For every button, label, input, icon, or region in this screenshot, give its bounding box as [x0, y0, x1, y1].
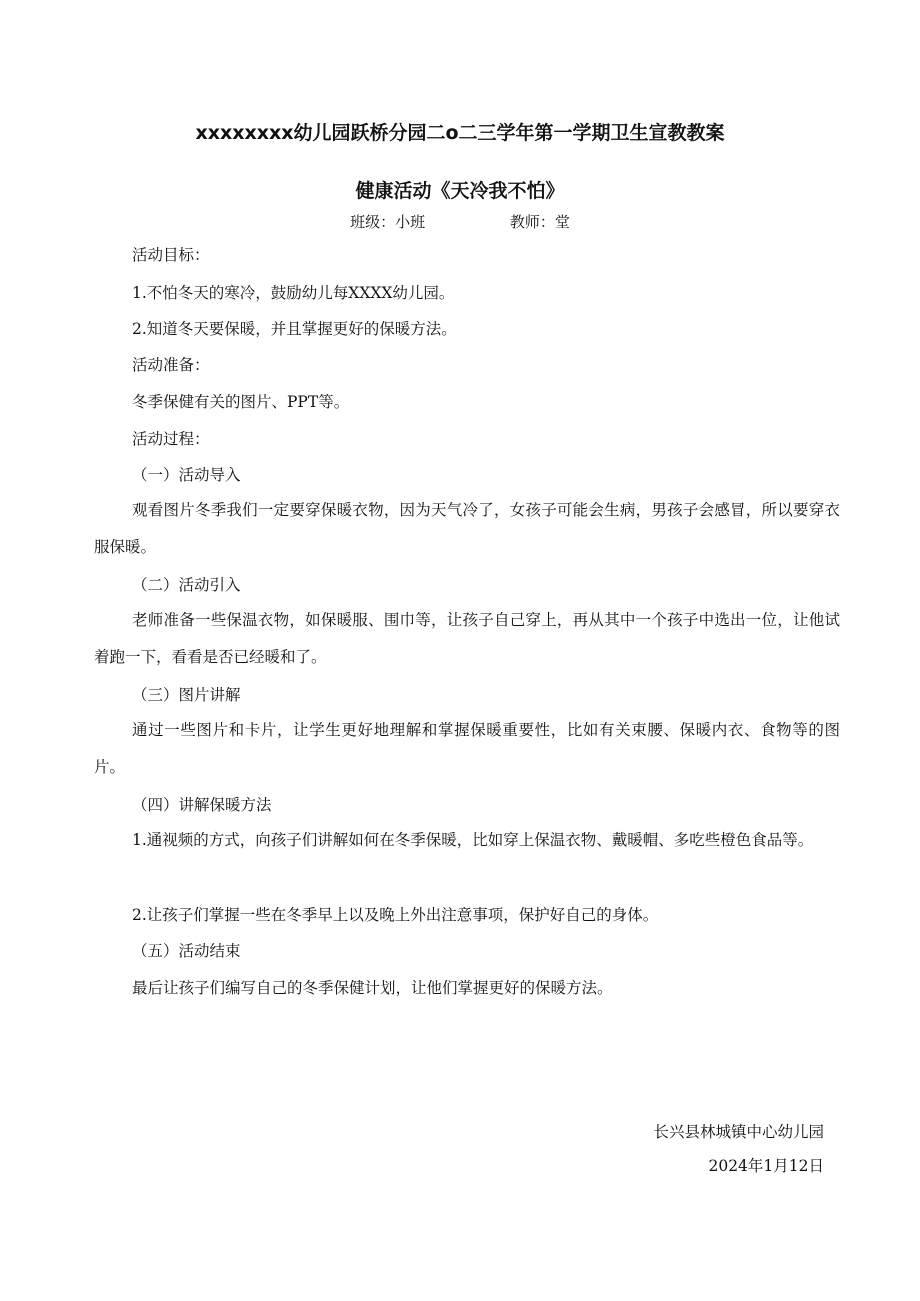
step4-item-2: 2.让孩子们掌握一些在冬季早上以及晚上外出注意事项，保护好自己的身体。	[132, 906, 659, 924]
step3-heading: （三）图片讲解	[132, 686, 241, 704]
class-teacher-line	[0, 211, 920, 232]
activity-title: 健康活动《天冷我不怕》	[355, 180, 565, 202]
signature-org: 长兴县林城镇中心幼儿园	[653, 1123, 824, 1141]
step2-heading: （二）活动引入	[132, 576, 241, 594]
step1-heading: （一）活动导入	[132, 466, 241, 484]
prep-text: 冬季保健有关的图片、PPT等。	[132, 393, 350, 411]
goal-item-1: 1.不怕冬天的寒冷，鼓励幼儿每XXXX幼儿园。	[132, 284, 455, 302]
goal-item-2: 2.知道冬天要保暖，并且掌握更好的保暖方法。	[132, 320, 457, 338]
goals-heading: 活动目标：	[132, 246, 210, 264]
step1-text: 观看图片冬季我们一定要穿保暖衣物，因为天气冷了，女孩子可能会生病，男孩子会感冒，所以要穿衣服保暖。	[94, 501, 840, 556]
step5-text: 最后让孩子们编写自己的冬季保健计划，让他们掌握更好的保暖方法。	[132, 979, 613, 997]
signature-date: 2024年1月12日	[708, 1157, 824, 1175]
step5-heading: （五）活动结束	[132, 942, 241, 960]
step2-text: 老师准备一些保温衣物，如保暖服、围巾等，让孩子自己穿上，再从其中一个孩子中选出一位，让他试着跑一下，看看是否已经暖和了。	[94, 611, 840, 666]
teacher-label: 教师：堂	[509, 213, 570, 231]
prep-heading: 活动准备：	[132, 356, 210, 374]
class-label: 班级：小班	[350, 213, 426, 231]
step4-heading: （四）讲解保暖方法	[132, 796, 272, 814]
process-heading: 活动过程：	[132, 430, 210, 448]
step3-text: 通过一些图片和卡片，让学生更好地理解和掌握保暖重要性，比如有关束腰、保暖内衣、食物等的图片。	[94, 721, 840, 776]
step4-item-1: 1.通视频的方式，向孩子们讲解如何在冬季保暖，比如穿上保温衣物、戴暖帽、多吃些橙色食品等。	[132, 831, 814, 849]
document-title: xxxxxxxx幼儿园跃桥分园二o二三学年第一学期卫生宣教教案	[195, 122, 725, 144]
